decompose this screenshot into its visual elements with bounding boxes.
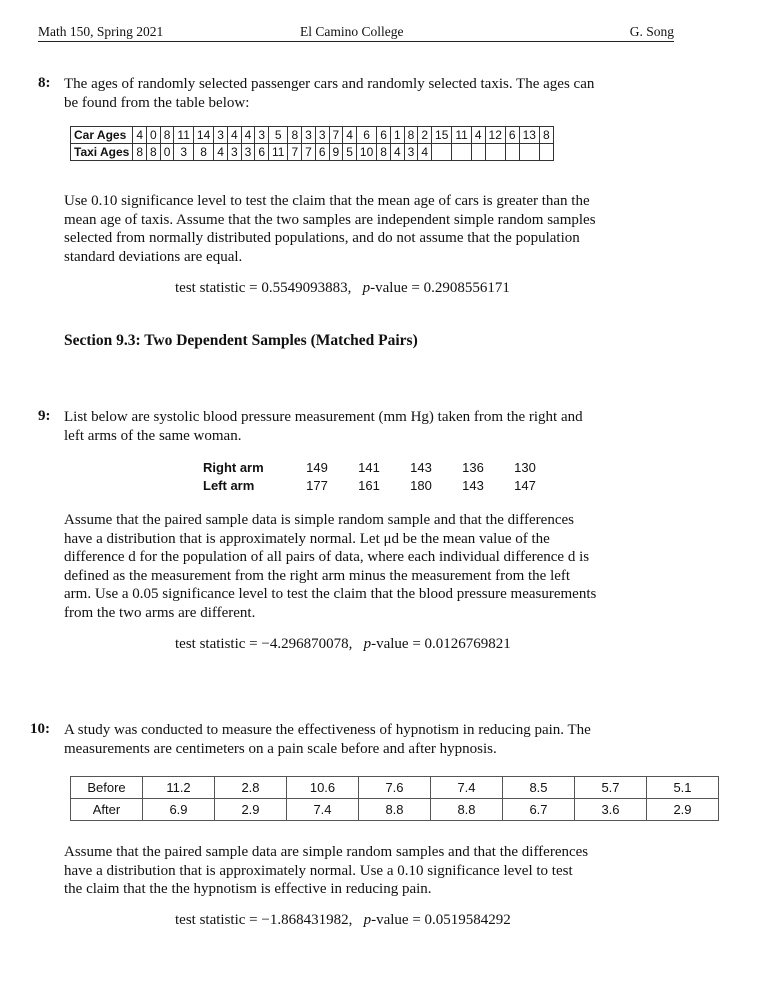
- row-header: Right arm: [203, 459, 264, 475]
- table-cell: [485, 144, 505, 161]
- row-header: After: [71, 799, 143, 821]
- table-cell: 141: [358, 459, 380, 475]
- table-cell: 6: [255, 144, 269, 161]
- table-cell: 15: [432, 127, 452, 144]
- header-rule: [38, 41, 674, 42]
- table-cell: 149: [306, 459, 328, 475]
- table-cell: 8: [539, 127, 553, 144]
- table-cell: 6.7: [503, 799, 575, 821]
- table-cell: 5.1: [647, 777, 719, 799]
- table-cell: 2: [418, 127, 432, 144]
- header-instructor: G. Song: [629, 24, 674, 39]
- problem-9-result: test statistic = −4.296870078, p-value = 0.0126769821: [175, 636, 511, 652]
- table-cell: 0: [147, 127, 161, 144]
- table-cell: 1: [390, 127, 404, 144]
- table-cell: 4: [390, 144, 404, 161]
- table-cell: 4: [133, 127, 147, 144]
- problem-10-body: Assume that the paired sample data are simple random samples and that the differences have a distribution that is approximately normal. Use a 0.10 significance level to test the claim that the the hypnotism is effective in reducing pain.: [64, 844, 589, 898]
- table-cell: 3: [214, 127, 228, 144]
- table-cell: 6: [505, 127, 519, 144]
- table-cell: [471, 144, 485, 161]
- table-cell: 7.4: [431, 777, 503, 799]
- table-cell: 11: [452, 127, 471, 144]
- header-course: Math 150, Spring 2021: [38, 24, 164, 39]
- table-cell: 7.4: [287, 799, 359, 821]
- table-row: [71, 144, 554, 161]
- table-cell: [452, 144, 471, 161]
- table-row: [203, 458, 551, 476]
- table-cell: 6: [356, 127, 376, 144]
- table-cell: 5: [343, 144, 357, 161]
- table-cell: 14: [193, 127, 213, 144]
- pain-table: [70, 776, 719, 821]
- table-cell: 8: [288, 127, 302, 144]
- table-cell: 10.6: [287, 777, 359, 799]
- table-cell: [539, 144, 553, 161]
- table-cell: 4: [241, 127, 255, 144]
- table-cell: 8: [193, 144, 213, 161]
- row-header: Before: [71, 777, 143, 799]
- table-cell: 0: [160, 144, 174, 161]
- problem-9-intro: List below are systolic blood pressure measurement (mm Hg) taken from the right and left arms of the same woman.: [64, 409, 583, 444]
- row-header: Taxi Ages: [71, 144, 133, 161]
- table-cell: 6: [377, 127, 391, 144]
- table-cell: 161: [358, 477, 380, 493]
- table-cell: 7: [329, 127, 343, 144]
- problem-8-result: test statistic = 0.5549093883, p-value = 0.2908556171: [175, 280, 510, 296]
- table-cell: 8: [133, 144, 147, 161]
- table-cell: 8.8: [359, 799, 431, 821]
- problem-8-intro: The ages of randomly selected passenger cars and randomly selected taxis. The ages can be found from the table below:: [64, 76, 595, 111]
- table-cell: 10: [356, 144, 376, 161]
- table-cell: 136: [462, 459, 484, 475]
- table-cell: 12: [485, 127, 505, 144]
- table-cell: 143: [410, 459, 432, 475]
- table-cell: 2.8: [215, 777, 287, 799]
- table-cell: 8.8: [431, 799, 503, 821]
- table-cell: 8: [377, 144, 391, 161]
- problem-8-number: 8:: [38, 75, 51, 91]
- problem-10-intro: A study was conducted to measure the effectiveness of hypnotism in reducing pain. The measurements are centimeters on a pain scale before and after hypnosis.: [64, 722, 591, 757]
- table-cell: 6: [315, 144, 329, 161]
- table-cell: 11: [269, 144, 288, 161]
- problem-9-number: 9:: [38, 408, 51, 424]
- table-cell: 2.9: [647, 799, 719, 821]
- table-cell: 3.6: [575, 799, 647, 821]
- table-cell: 9: [329, 144, 343, 161]
- table-cell: 3: [302, 127, 316, 144]
- table-cell: 3: [315, 127, 329, 144]
- table-cell: 130: [514, 459, 536, 475]
- table-cell: 5: [269, 127, 288, 144]
- table-cell: 7: [288, 144, 302, 161]
- row-header: Left arm: [203, 477, 255, 493]
- table-cell: [505, 144, 519, 161]
- table-cell: 4: [214, 144, 228, 161]
- table-cell: 4: [343, 127, 357, 144]
- table-cell: 3: [227, 144, 241, 161]
- table-cell: 13: [519, 127, 539, 144]
- ages-table: [70, 126, 554, 161]
- table-cell: 8: [160, 127, 174, 144]
- table-cell: 3: [255, 127, 269, 144]
- table-cell: 7.6: [359, 777, 431, 799]
- table-row: [71, 777, 719, 799]
- row-header: Car Ages: [71, 127, 133, 144]
- table-row: [71, 127, 554, 144]
- table-cell: 4: [227, 127, 241, 144]
- bp-table: [203, 458, 551, 494]
- table-cell: [432, 144, 452, 161]
- table-row: [71, 799, 719, 821]
- table-cell: 8: [404, 127, 418, 144]
- table-cell: 143: [462, 477, 484, 493]
- table-cell: 8.5: [503, 777, 575, 799]
- table-cell: 6.9: [143, 799, 215, 821]
- table-cell: 4: [418, 144, 432, 161]
- table-cell: 3: [241, 144, 255, 161]
- problem-9-body: Assume that the paired sample data is simple random sample and that the differences have a distribution that is approximately normal. Let μd be the mean value of the difference d for the population of all pairs of data, where each individual difference d is defined as the measurement from the right arm minus the measurement from the left arm. Use a 0.05 significance level to test the claim that the blood pressure measurements from the two arms are different.: [64, 512, 597, 621]
- problem-8-body: Use 0.10 significance level to test the claim that the mean age of cars is greater than the mean age of taxis. Assume that the two samples are independent simple random samples selected from normally distributed populations, and do not assume that the population standard deviations are equal.: [64, 193, 596, 265]
- table-cell: 147: [514, 477, 536, 493]
- table-cell: 4: [471, 127, 485, 144]
- table-cell: 11: [174, 127, 193, 144]
- table-cell: [519, 144, 539, 161]
- table-cell: 7: [302, 144, 316, 161]
- table-cell: 180: [410, 477, 432, 493]
- section-title: Section 9.3: Two Dependent Samples (Matched Pairs): [64, 332, 418, 349]
- table-cell: 5.7: [575, 777, 647, 799]
- table-cell: 2.9: [215, 799, 287, 821]
- table-cell: 177: [306, 477, 328, 493]
- table-row: [203, 476, 551, 494]
- table-cell: 3: [174, 144, 193, 161]
- header-college: El Camino College: [300, 24, 404, 39]
- table-cell: 11.2: [143, 777, 215, 799]
- table-cell: 8: [147, 144, 161, 161]
- problem-10-result: test statistic = −1.868431982, p-value = 0.0519584292: [175, 912, 511, 928]
- problem-10-number: 10:: [30, 721, 50, 737]
- table-cell: 3: [404, 144, 418, 161]
